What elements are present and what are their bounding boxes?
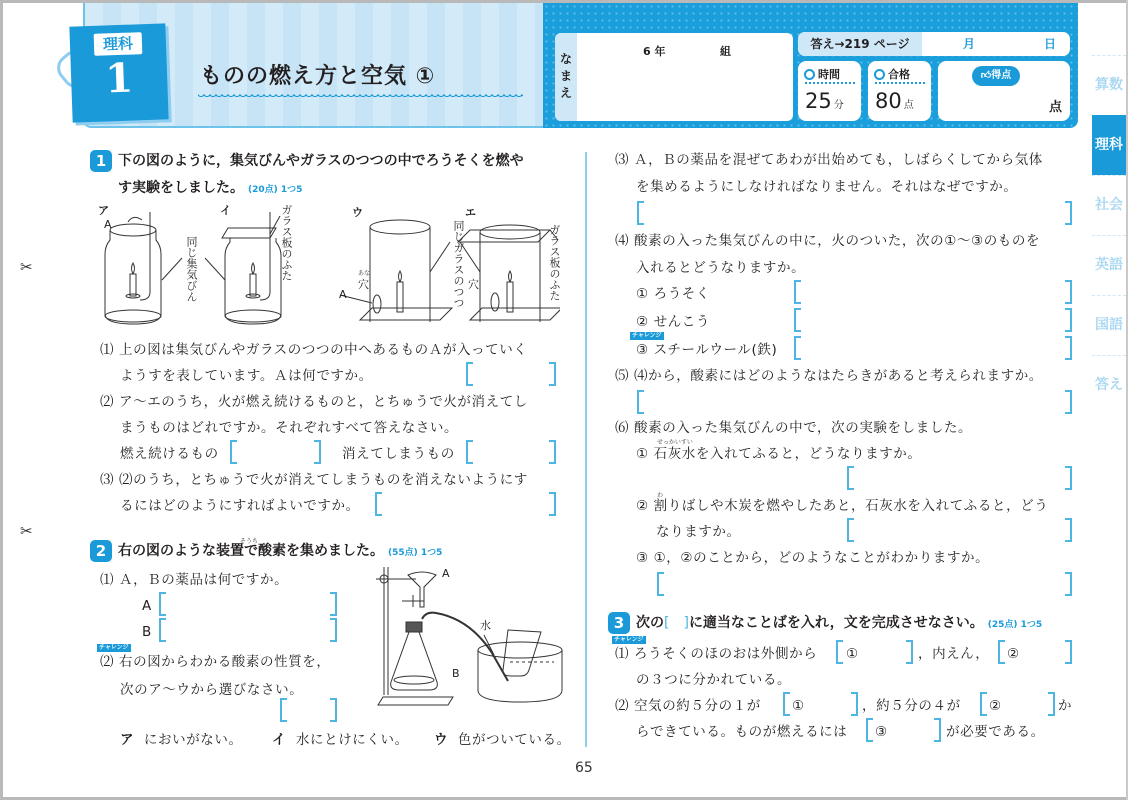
answer-bracket-open <box>466 362 473 386</box>
challenge-badge: チャレンジ <box>99 644 129 651</box>
q2-sub1: ⑴ Ａ，Ｂの薬品は何ですか。 <box>100 572 289 588</box>
question-number-badge: 2 <box>90 540 112 562</box>
figure-label-u: ウ <box>352 206 363 219</box>
note-same-tube: 同じガラスのつつ <box>452 220 465 308</box>
answer-date-row <box>798 32 1070 56</box>
worksheet-header <box>83 3 1078 128</box>
q3-sub2-line2-pre: らできている。ものが燃えるには <box>636 724 848 740</box>
answer-bracket-close <box>330 592 337 616</box>
q3-sub2-blank1-label: ① <box>792 698 805 714</box>
answer-bracket-open <box>637 390 644 414</box>
limewater-ruby: せっかいすい <box>657 439 693 446</box>
q2-sub4-line2: 入れるとどうなりますか。 <box>636 260 806 276</box>
arrow-label-a: A <box>339 288 347 301</box>
dotted-divider <box>805 82 855 84</box>
q2-sub4-item3: ③ スチールウール(鉄) <box>636 342 778 358</box>
q2-sub6-2-line2: なりますか。 <box>656 524 741 540</box>
answer-bracket-close <box>330 698 337 722</box>
q1-sub1-line2: ようすを表しています。Ａは何ですか。 <box>120 368 373 384</box>
q2-choice-a <box>120 730 243 750</box>
hole-ruby: あな <box>358 270 371 277</box>
name-field[interactable] <box>555 33 793 121</box>
answer-bracket-open <box>280 698 287 722</box>
answer-bracket-close <box>1065 280 1072 304</box>
answer-bracket-open <box>466 440 473 464</box>
answer-bracket-close <box>1065 640 1072 664</box>
answer-bracket-close <box>1065 390 1072 414</box>
q3-sub1-blank1-label: ① <box>846 646 859 662</box>
tab-science[interactable]: 理科 <box>1092 115 1126 175</box>
title-underline-wave <box>198 93 523 99</box>
q2-sub2-line2: 次のア〜ウから選びなさい。 <box>120 682 304 698</box>
page-title: ものの燃え方と空気 ① <box>200 64 436 89</box>
answer-bracket-open <box>637 201 644 225</box>
q3-sub1-line2: の３つに分かれている。 <box>636 672 792 688</box>
q2-6-2-field[interactable] <box>855 518 1065 542</box>
answer-bracket-close <box>1065 201 1072 225</box>
q2-1-b-field[interactable] <box>167 618 330 642</box>
q2-sub6: ⑹ 酸素の入った集気びんの中で，次の実験をしました。 <box>615 420 973 436</box>
clock-icon <box>804 69 815 80</box>
note-glass-lid: ガラス板のふた <box>548 224 561 301</box>
figure-label-a: ア <box>98 204 109 217</box>
answer-bracket-close <box>906 640 913 664</box>
q2-1-a-field[interactable] <box>167 592 330 616</box>
q2-4-3-field[interactable] <box>802 336 1065 360</box>
page-edge-left <box>0 0 3 800</box>
answer-bracket-close <box>1065 336 1072 360</box>
answer-bracket-open <box>847 518 854 542</box>
q2-6-3-field[interactable] <box>665 572 1065 596</box>
q1-sub2-out-label: 消えてしまうもの <box>342 446 455 462</box>
q1-1-answer-field[interactable] <box>474 362 549 386</box>
q3-sub1-pre: ⑴ ろうそくのほのおは外側から <box>615 646 818 662</box>
info-panel <box>543 3 1078 128</box>
choice-text: においがない。 <box>143 732 243 748</box>
waribashi-ruby: わ <box>657 492 664 499</box>
q2-3-answer-field[interactable] <box>645 201 1065 225</box>
q3-1-1-field[interactable] <box>862 640 906 664</box>
time-value: 25 <box>805 89 832 113</box>
choice-key: ア <box>120 732 135 748</box>
q1-points: (20点) 1つ5 <box>248 185 303 195</box>
q1-sub2-keep-label: 燃え続けるもの <box>120 446 219 462</box>
unit-number: 1 <box>104 54 134 103</box>
figure-label-e: エ <box>465 206 476 219</box>
question-number-badge: 3 <box>608 612 630 634</box>
tab-english[interactable]: 英語 <box>1092 235 1126 295</box>
note-glass-lid: ガラス板のふた <box>280 204 293 281</box>
answer-bracket-open <box>866 718 873 742</box>
question-3-heading <box>608 610 1088 639</box>
month-field[interactable]: 月 <box>963 37 976 51</box>
q1-sub2-line2: まうものはどれですか。それぞれすべて答えなさい。 <box>120 420 459 436</box>
score-badge <box>972 66 1020 86</box>
q1-3-answer-field[interactable] <box>383 492 549 516</box>
q2-ruby: そうち <box>240 538 259 545</box>
answer-bracket-close <box>549 440 556 464</box>
question-number-badge: 1 <box>90 150 112 172</box>
q1-line1: 下の図のように，集気びんやガラスのつつの中でろうそくを燃や <box>118 153 524 169</box>
answer-bracket-open <box>980 692 987 716</box>
answer-page-reference: 答え→219 ページ <box>798 32 922 56</box>
q2-sub3-line1: ⑶ Ａ，Ｂの薬品を混ぜてあわが出始めても，しばらくしてから気体 <box>615 152 1043 168</box>
q1-2-keep-burning-field[interactable] <box>238 440 314 464</box>
q2-4-1-field[interactable] <box>802 280 1065 304</box>
time-unit: 分 <box>833 100 844 111</box>
answer-bracket-open <box>836 640 843 664</box>
challenge-badge: チャレンジ <box>632 332 662 339</box>
q2-sub1-a-label: A <box>142 598 152 614</box>
q1-sub2-line1: ⑵ ア〜エのうち，火が燃え続けるものと，とちゅうで火が消えてし <box>100 394 528 410</box>
candle-experiment-figure <box>90 200 560 335</box>
oxygen-collection-illustration <box>368 565 568 715</box>
answer-bracket-open <box>783 692 790 716</box>
q3-sub2-post: か <box>1058 698 1073 714</box>
q2-points: (55点) 1つ5 <box>388 548 443 558</box>
label-water: 水 <box>480 619 491 632</box>
column-divider <box>585 152 587 747</box>
day-field[interactable]: 日 <box>1044 37 1057 51</box>
answer-bracket-open <box>998 640 1005 664</box>
answer-bracket-open <box>159 592 166 616</box>
q2-sub4-line1: ⑷ 酸素の入った集気びんの中に，火のついた，次の①〜③のものを <box>615 233 1041 249</box>
q3-points: (25点) 1つ5 <box>987 620 1043 630</box>
choice-key: イ <box>272 732 287 748</box>
dotted-divider <box>875 82 925 84</box>
answer-bracket-close <box>1065 308 1072 332</box>
label-b: B <box>452 667 460 680</box>
q3-sub1-mid: ，内えん， <box>918 646 990 662</box>
pass-value: 80 <box>875 89 902 113</box>
oxygen-apparatus-figure <box>368 565 568 715</box>
score-field[interactable] <box>938 61 1070 121</box>
q2-choice-u <box>434 730 571 750</box>
pass-unit: 点 <box>903 100 914 111</box>
arrow-label-a: A <box>104 218 112 231</box>
answer-bracket-close <box>330 618 337 642</box>
name-label: なまえ <box>559 52 572 100</box>
q2-6-1-field[interactable] <box>855 466 1065 490</box>
tab-social-studies[interactable]: 社会 <box>1092 175 1126 235</box>
answer-bracket-close <box>1065 518 1072 542</box>
q3-2-2-field[interactable] <box>1005 692 1048 716</box>
label-a: A <box>442 567 450 580</box>
q2-sub6-2-line1: ② 割りばしや木炭を燃やしたあと，石灰水を入れてふると，どう <box>636 498 1049 514</box>
answer-bracket-open <box>847 466 854 490</box>
choice-text: 水にとけにくい。 <box>295 732 409 748</box>
answer-bracket-close <box>1065 572 1072 596</box>
answer-bracket-close <box>934 718 941 742</box>
unit-tag <box>69 23 168 122</box>
q3-sub2-pre: ⑵ 空気の約５分の１が <box>615 698 761 714</box>
answer-bracket-close <box>314 440 321 464</box>
q2-line1: 右の図のような装置で酸素を集めました。 <box>118 543 384 559</box>
q3-sub2-blank3-label: ③ <box>875 724 888 740</box>
note-same-bottle: 同じ集気びん <box>185 236 198 302</box>
q3-line1-pre: 次の <box>636 615 664 631</box>
q2-sub3-line2: を集めるようにしなければなりません。それはなぜですか。 <box>636 179 1018 195</box>
time-label: 時間 <box>818 68 840 81</box>
answer-bracket-close <box>1048 692 1055 716</box>
pass-label: 合格 <box>888 68 910 81</box>
answer-bracket-open <box>794 336 801 360</box>
q2-sub1-b-label: B <box>142 624 152 640</box>
class-label: 組 <box>720 45 731 58</box>
q1-2-go-out-field[interactable] <box>474 440 549 464</box>
passing-score-box <box>868 61 931 121</box>
tab-answers[interactable]: 答え <box>1092 355 1126 415</box>
q1-line2: す実験をしました。 <box>118 180 244 196</box>
q2-sub4-item2: ② せんこう <box>636 314 710 330</box>
score-unit: 点 <box>1048 100 1062 115</box>
q3-line1-post: に適当なことばを入れ，文を完成させなさい。 <box>688 615 984 631</box>
question-2-heading <box>90 538 570 567</box>
answer-bracket-open <box>657 572 664 596</box>
subject-label: 理科 <box>94 32 143 56</box>
answer-bracket-open <box>794 280 801 304</box>
candle-jars-illustration <box>90 200 560 335</box>
challenge-badge: チャレンジ <box>614 636 644 643</box>
q3-1-2-field[interactable] <box>1024 640 1065 664</box>
q1-sub3-line1: ⑶ ⑵のうち，とちゅうで火が消えてしまうものを消えないようにす <box>100 472 528 488</box>
answer-bracket-open <box>794 308 801 332</box>
thumbs-up-icon: 👍︎ <box>980 70 992 81</box>
bracket-placeholder-glyph: [ ] <box>664 615 689 631</box>
time-limit-box <box>798 61 861 121</box>
name-label-column <box>555 33 577 121</box>
answer-bracket-close <box>549 362 556 386</box>
q3-sub2-mid: ，約５分の４が <box>862 698 961 714</box>
scissors-icon: ✂ <box>20 522 33 540</box>
tab-math[interactable]: 算数 <box>1092 55 1126 115</box>
q2-sub4-item1: ① ろうそく <box>636 286 710 302</box>
note-hole: 穴 <box>468 278 479 291</box>
choice-text: 色がついている。 <box>457 732 571 748</box>
q2-sub6-1: ① 石灰水を入れてふると，どうなりますか。 <box>636 446 922 462</box>
q2-4-2-field[interactable] <box>802 308 1065 332</box>
note-hole: 穴 <box>358 278 369 291</box>
flower-icon <box>874 69 885 80</box>
answer-bracket-open <box>230 440 237 464</box>
q2-2-answer-field[interactable] <box>288 698 330 722</box>
figure-label-i: イ <box>220 204 231 217</box>
q3-sub1-blank2-label: ② <box>1007 646 1020 662</box>
page-number: 65 <box>575 760 593 776</box>
q2-5-answer-field[interactable] <box>645 390 1065 414</box>
grade-label: 6 年 <box>643 45 666 58</box>
q2-sub6-3: ③ ①，②のことから，どのようなことがわかりますか。 <box>636 550 990 566</box>
q3-sub2-line2-post: が必要である。 <box>946 724 1045 740</box>
q2-sub2-line1: ⑵ 右の図からわかる酸素の性質を， <box>100 654 331 670</box>
answer-bracket-open <box>159 618 166 642</box>
question-1-heading <box>90 148 570 204</box>
scissors-icon: ✂ <box>20 258 33 276</box>
q2-choice-i <box>272 730 409 750</box>
choice-key: ウ <box>434 732 449 748</box>
q3-2-1-field[interactable] <box>808 692 851 716</box>
score-label: 得点 <box>991 70 1012 81</box>
q2-sub5: ⑸ ⑷から，酸素にはどのようなはたらきがあると考えられますか。 <box>615 368 1043 384</box>
subject-tabs <box>1092 55 1126 415</box>
q3-2-3-field[interactable] <box>891 718 934 742</box>
tab-japanese[interactable]: 国語 <box>1092 295 1126 355</box>
answer-bracket-close <box>549 492 556 516</box>
answer-bracket-close <box>851 692 858 716</box>
q1-sub3-line2: るにはどのようにすればよいですか。 <box>120 498 360 514</box>
q1-sub1-line1: ⑴ 上の図は集気びんやガラスのつつの中へあるものＡが入っていく <box>100 342 528 358</box>
q3-sub2-blank2-label: ② <box>989 698 1002 714</box>
answer-bracket-open <box>375 492 382 516</box>
answer-bracket-close <box>1065 466 1072 490</box>
